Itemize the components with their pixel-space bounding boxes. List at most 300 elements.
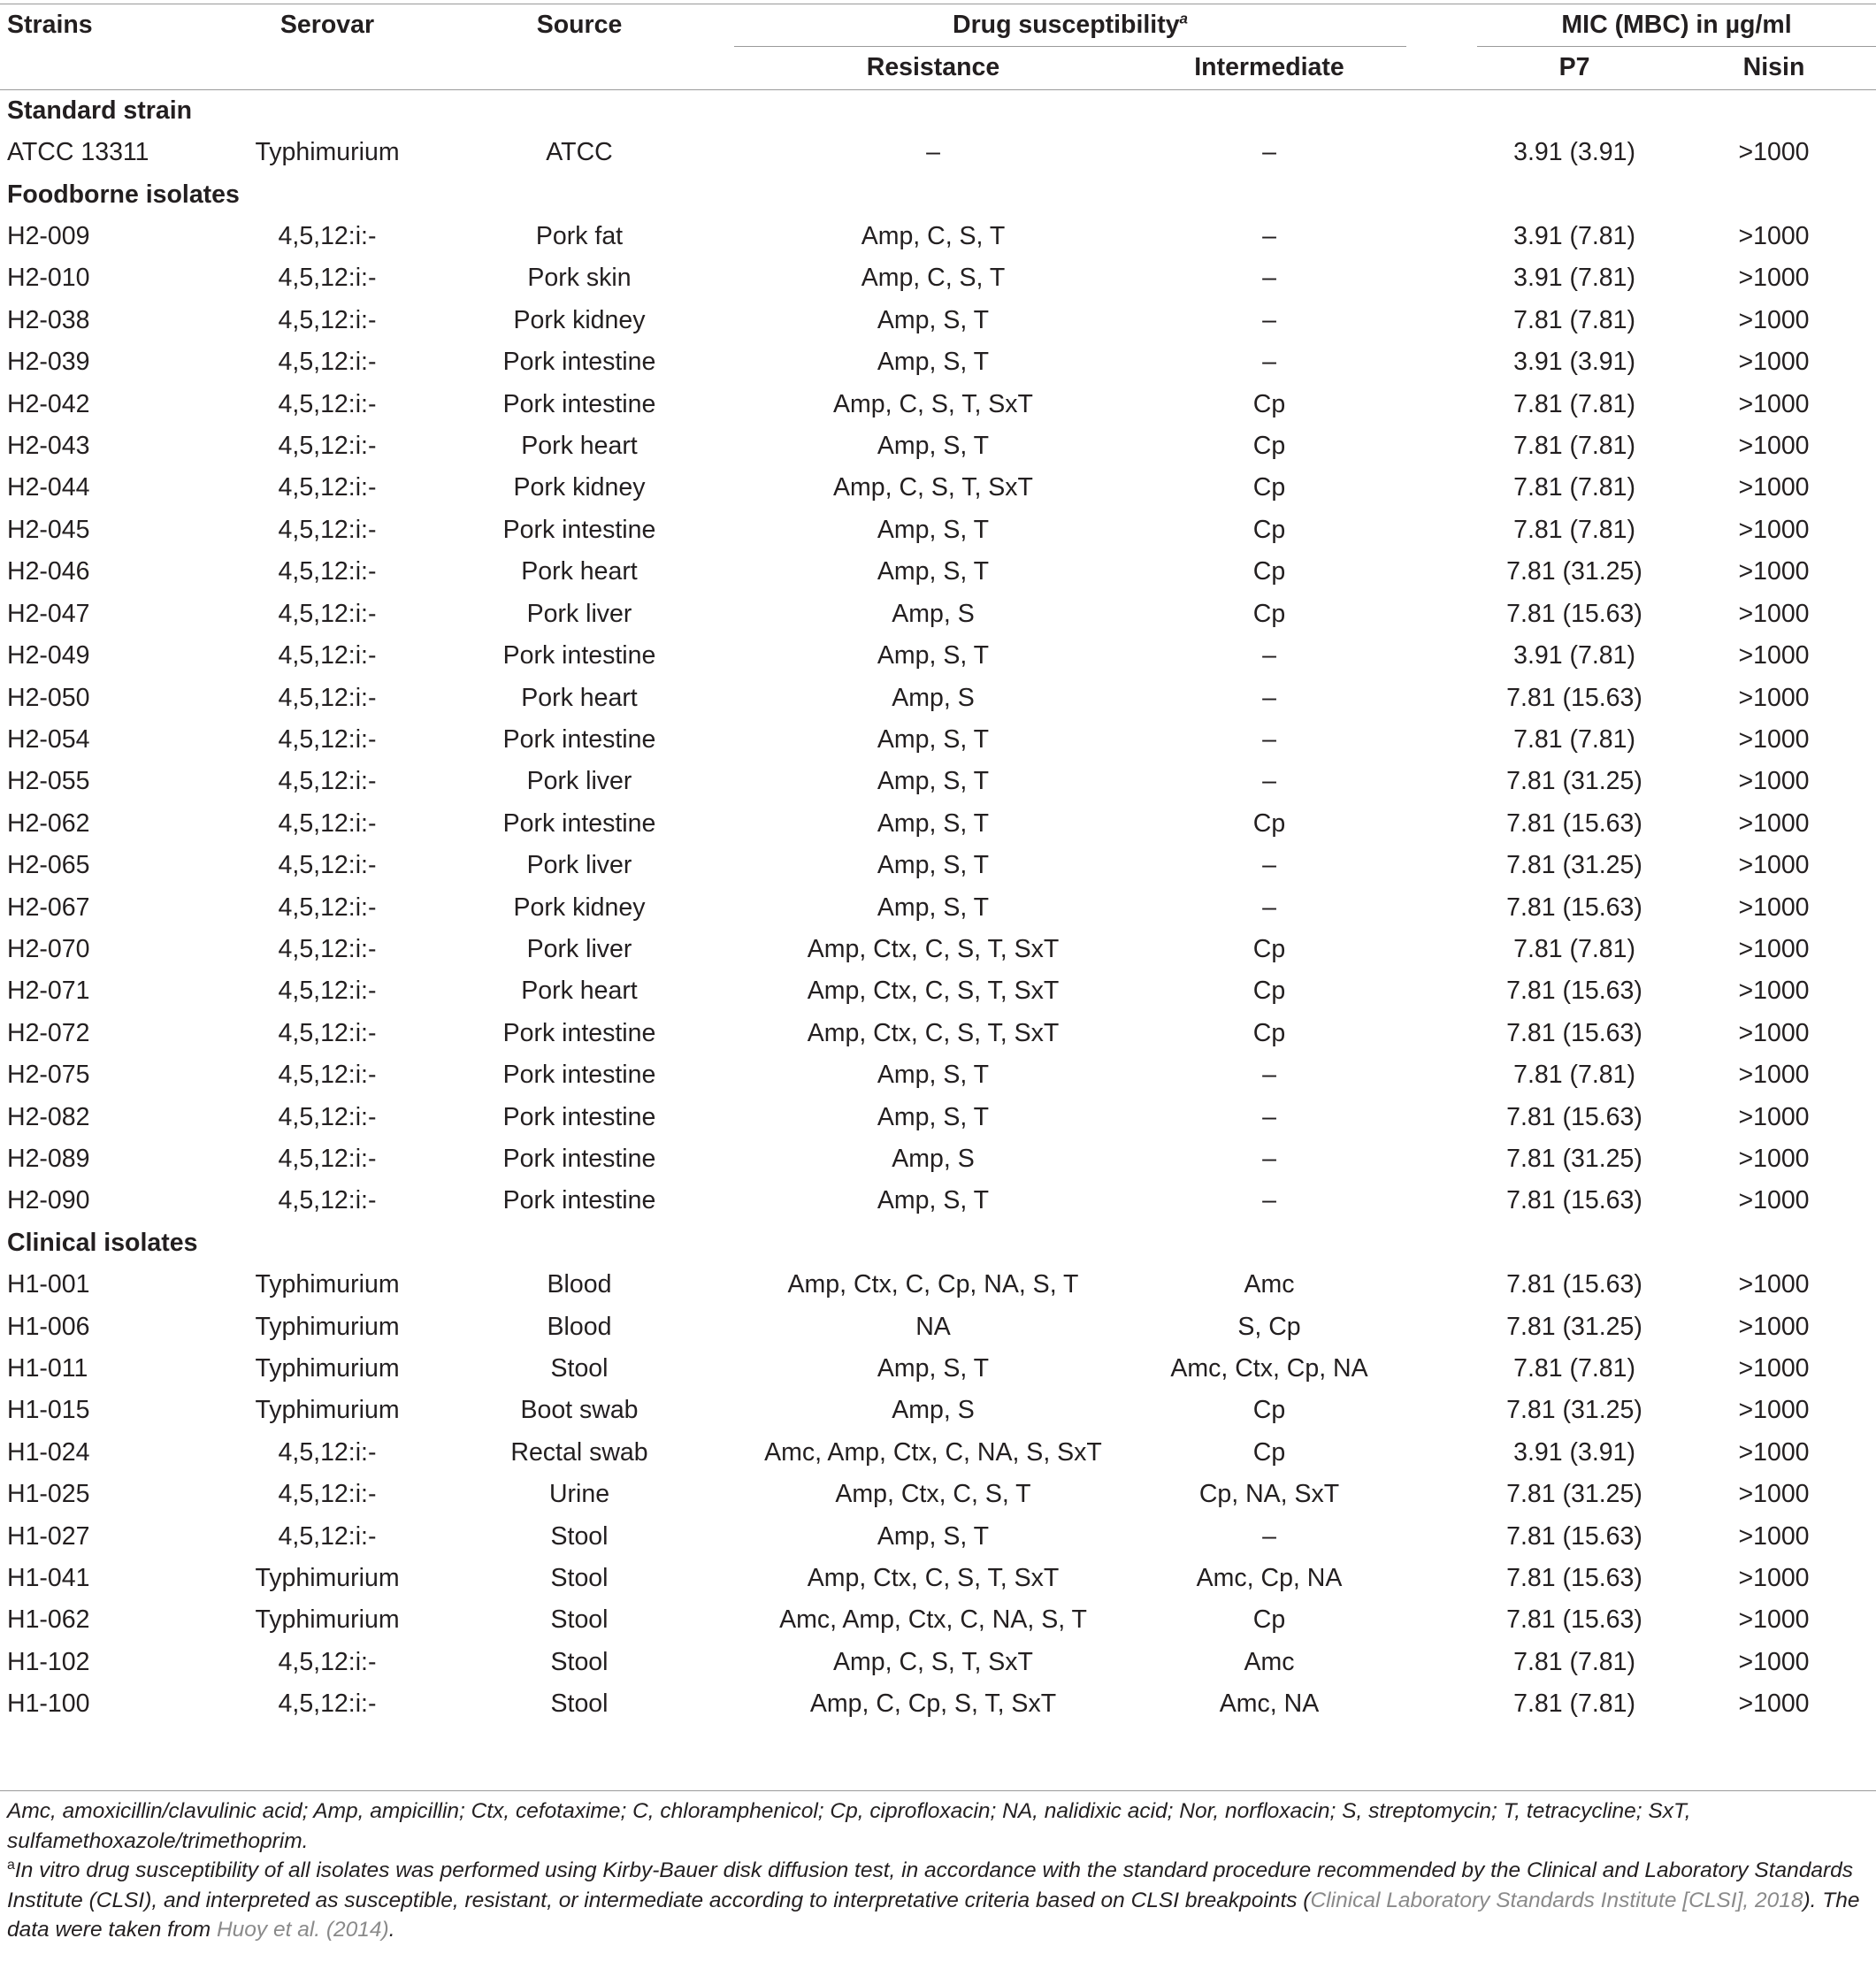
cell-serovar: 4,5,12:i:- (278, 767, 377, 796)
cell-source: Urine (548, 1480, 610, 1509)
cell-p7: 7.81 (15.63) (1506, 893, 1642, 922)
cell-serovar: 4,5,12:i:- (278, 348, 377, 377)
cell-resistance: Amp, C, S, T (861, 264, 1006, 293)
cell-nisin: >1000 (1738, 305, 1810, 334)
cell-p7: 7.81 (15.63) (1506, 1102, 1642, 1131)
cell-strain: H2-062 (7, 808, 90, 838)
cell-nisin: >1000 (1738, 432, 1810, 461)
cell-resistance: Amp, S, T (877, 641, 990, 670)
cell-serovar: Typhimurium (255, 1270, 400, 1299)
superscript-note: $^a$In vitro drug susceptibility of all isolates was performed using Kirby-Bauer disk diffusion test, in accordance with the standard procedure recommended by the Clinical and Laboratory Standards Institute (CLSI), and interpreted as susceptible, resistant, or intermediate according to interpretative criteria based on CLSI breakpoints (Clinical Laboratory Standards Institute [CLSI], 2018). The data were taken from Huoy et al. (2014). (7, 1857, 1860, 1942)
cell-serovar: 4,5,12:i:- (278, 641, 377, 670)
cell-resistance: Amp, S, T (877, 1521, 990, 1551)
cell-resistance: Amp, S, T (877, 305, 990, 334)
cell-strain: H1-001 (7, 1270, 90, 1299)
cell-serovar: 4,5,12:i:- (278, 1186, 377, 1215)
cell-nisin: >1000 (1738, 1564, 1810, 1593)
cell-nisin: >1000 (1738, 1018, 1810, 1047)
susceptibility-table (0, 4, 1876, 1726)
cell-resistance: Amc, Amp, Ctx, C, NA, S, SxT (764, 1437, 1102, 1467)
table-row (0, 1558, 1876, 1599)
cell-p7: 7.81 (31.25) (1506, 1312, 1642, 1341)
table-row (0, 1306, 1876, 1348)
cell-intermediate: Amc (1244, 1647, 1295, 1676)
cell-resistance: Amp, S (892, 683, 975, 712)
cell-nisin: >1000 (1738, 473, 1810, 502)
table-row (0, 300, 1876, 341)
cell-source: Stool (550, 1521, 609, 1551)
cell-nisin: >1000 (1738, 264, 1810, 293)
cell-resistance: Amp, S, T (877, 432, 990, 461)
cell-intermediate: Amc, Cp, NA (1196, 1564, 1343, 1593)
cell-serovar: 4,5,12:i:- (278, 389, 377, 418)
cell-resistance: Amp, S, T (877, 1354, 990, 1383)
cell-resistance: Amp, C, S, T, SxT (833, 389, 1033, 418)
cell-source: Pork heart (521, 432, 638, 461)
header-mic-mbc: MIC (MBC) in µg/ml (1477, 4, 1876, 47)
cell-resistance: Amp, S, T (877, 1061, 990, 1090)
cell-source: Pork kidney (513, 305, 646, 334)
cell-source: Blood (547, 1312, 612, 1341)
cell-nisin: >1000 (1738, 348, 1810, 377)
cell-p7: 7.81 (7.81) (1513, 1061, 1635, 1090)
table-row (0, 1054, 1876, 1096)
table-row (0, 1516, 1876, 1558)
header-intermediate: Intermediate (1194, 53, 1344, 82)
cell-intermediate: – (1262, 893, 1276, 922)
cell-nisin: >1000 (1738, 893, 1810, 922)
cell-p7: 7.81 (15.63) (1506, 1564, 1642, 1593)
cell-serovar: 4,5,12:i:- (278, 222, 377, 251)
cell-serovar: Typhimurium (255, 1354, 400, 1383)
table-row (0, 1138, 1876, 1180)
cell-source: Pork intestine (502, 808, 656, 838)
cell-resistance: Amp, Ctx, C, S, T (835, 1480, 1031, 1509)
cell-strain: H2-065 (7, 851, 90, 880)
section-title: Foodborne isolates (7, 180, 240, 209)
cell-serovar: 4,5,12:i:- (278, 683, 377, 712)
cell-serovar: 4,5,12:i:- (278, 1647, 377, 1676)
cell-strain: H1-102 (7, 1647, 90, 1676)
cell-strain: H2-089 (7, 1144, 90, 1173)
table-row (0, 341, 1876, 383)
cell-resistance: Amp, S, T (877, 1186, 990, 1215)
cell-serovar: 4,5,12:i:- (278, 1061, 377, 1090)
cell-p7: 7.81 (7.81) (1513, 389, 1635, 418)
cell-p7: 7.81 (15.63) (1506, 1270, 1642, 1299)
cell-serovar: 4,5,12:i:- (278, 977, 377, 1006)
cell-strain: H2-075 (7, 1061, 90, 1090)
cell-p7: 7.81 (15.63) (1506, 808, 1642, 838)
cell-nisin: >1000 (1738, 1521, 1810, 1551)
cell-resistance: Amp, S, T (877, 893, 990, 922)
cell-intermediate: Cp (1252, 473, 1286, 502)
cell-strain: H2-082 (7, 1102, 90, 1131)
cell-p7: 7.81 (7.81) (1513, 934, 1635, 963)
cell-strain: H2-050 (7, 683, 90, 712)
table-row (0, 1390, 1876, 1431)
cell-p7: 3.91 (3.91) (1513, 1437, 1635, 1467)
cell-source: Pork liver (526, 767, 632, 796)
cell-resistance: Amp, C, Cp, S, T, SxT (809, 1689, 1057, 1719)
header-serovar: Serovar (279, 11, 375, 40)
section-header-row (0, 1222, 1876, 1264)
table-row (0, 887, 1876, 929)
cell-source: Rectal swab (510, 1437, 648, 1467)
table-row (0, 1013, 1876, 1054)
cell-p7: 7.81 (15.63) (1506, 683, 1642, 712)
cell-strain: H2-090 (7, 1186, 90, 1215)
cell-nisin: >1000 (1738, 389, 1810, 418)
cell-strain: H1-100 (7, 1689, 90, 1719)
section-header-row (0, 174, 1876, 216)
cell-source: Stool (550, 1605, 609, 1635)
cell-strain: H1-025 (7, 1480, 90, 1509)
cell-source: Stool (550, 1647, 609, 1676)
cell-intermediate: – (1262, 222, 1276, 251)
cell-source: Stool (550, 1689, 609, 1719)
cell-serovar: 4,5,12:i:- (278, 1018, 377, 1047)
table-row (0, 132, 1876, 173)
cell-resistance: Amp, S (892, 1144, 975, 1173)
cell-intermediate: Cp (1252, 557, 1286, 586)
cell-resistance: Amp, S, T (877, 515, 990, 544)
cell-nisin: >1000 (1738, 1605, 1810, 1635)
cell-intermediate: Amc, Ctx, Cp, NA (1170, 1354, 1368, 1383)
cell-strain: H1-041 (7, 1564, 90, 1593)
cell-strain: H2-054 (7, 724, 90, 754)
citation-link-clsi[interactable]: Clinical Laboratory Standards Institute [CLSI], 2018 (1310, 1888, 1803, 1912)
cell-nisin: >1000 (1738, 222, 1810, 251)
cell-p7: 7.81 (15.63) (1506, 1018, 1642, 1047)
cell-resistance: Amp, C, S, T, SxT (833, 1647, 1033, 1676)
cell-nisin: >1000 (1738, 767, 1810, 796)
cell-intermediate: Cp (1252, 977, 1286, 1006)
cell-p7: 3.91 (3.91) (1513, 138, 1635, 167)
cell-resistance: NA (915, 1312, 951, 1341)
cell-intermediate: Cp (1252, 1605, 1286, 1635)
cell-resistance: Amp, Ctx, C, S, T, SxT (807, 977, 1060, 1006)
cell-strain: H2-010 (7, 264, 90, 293)
cell-source: Pork kidney (513, 473, 646, 502)
cell-p7: 7.81 (7.81) (1513, 432, 1635, 461)
cell-strain: H2-043 (7, 432, 90, 461)
cell-resistance: Amp, S, T (877, 851, 990, 880)
table-row (0, 1432, 1876, 1474)
cell-p7: 7.81 (31.25) (1506, 557, 1642, 586)
cell-source: Stool (550, 1354, 609, 1383)
cell-nisin: >1000 (1738, 1437, 1810, 1467)
cell-source: Pork intestine (502, 1186, 656, 1215)
cell-intermediate: Cp (1252, 599, 1286, 628)
cell-intermediate: Amc, NA (1219, 1689, 1320, 1719)
cell-source: Pork heart (521, 977, 638, 1006)
table-row (0, 719, 1876, 761)
cell-serovar: 4,5,12:i:- (278, 473, 377, 502)
cell-intermediate: – (1262, 1186, 1276, 1215)
cell-p7: 7.81 (7.81) (1513, 1647, 1635, 1676)
cell-strain: H2-047 (7, 599, 90, 628)
cell-resistance: Amp, S, T (877, 724, 990, 754)
table-row (0, 257, 1876, 299)
cell-p7: 7.81 (31.25) (1506, 1144, 1642, 1173)
cell-nisin: >1000 (1738, 515, 1810, 544)
cell-serovar: 4,5,12:i:- (278, 599, 377, 628)
cell-serovar: 4,5,12:i:- (278, 1144, 377, 1173)
table-footnotes (7, 1797, 1869, 1945)
cell-nisin: >1000 (1738, 557, 1810, 586)
cell-intermediate: Cp (1252, 432, 1286, 461)
cell-source: Pork liver (526, 934, 632, 963)
cell-resistance: Amp, S, T (877, 1102, 990, 1131)
cell-resistance: Amp, S (892, 599, 975, 628)
cell-nisin: >1000 (1738, 1689, 1810, 1719)
header-row-sub (0, 47, 1876, 89)
cell-resistance: – (926, 138, 940, 167)
cell-resistance: Amp, S, T (877, 348, 990, 377)
cell-nisin: >1000 (1738, 641, 1810, 670)
section-title: Clinical isolates (7, 1228, 198, 1257)
cell-serovar: 4,5,12:i:- (278, 1521, 377, 1551)
cell-source: Pork intestine (502, 1102, 656, 1131)
cell-intermediate: – (1262, 1061, 1276, 1090)
cell-source: Boot swab (520, 1396, 639, 1425)
cell-intermediate: – (1262, 1102, 1276, 1131)
cell-serovar: 4,5,12:i:- (278, 1437, 377, 1467)
cell-serovar: 4,5,12:i:- (278, 515, 377, 544)
table-body (0, 89, 1876, 1725)
cell-intermediate: – (1262, 264, 1276, 293)
cell-nisin: >1000 (1738, 1102, 1810, 1131)
cell-serovar: 4,5,12:i:- (278, 264, 377, 293)
cell-source: Pork intestine (502, 641, 656, 670)
cell-serovar: 4,5,12:i:- (278, 305, 377, 334)
cell-strain: H2-042 (7, 389, 90, 418)
cell-resistance: Amp, Ctx, C, S, T, SxT (807, 1018, 1060, 1047)
table-row (0, 761, 1876, 802)
cell-p7: 3.91 (3.91) (1513, 348, 1635, 377)
cell-nisin: >1000 (1738, 1312, 1810, 1341)
table-bottom-rule (0, 1790, 1876, 1791)
table-row (0, 1097, 1876, 1138)
cell-intermediate: Cp (1252, 389, 1286, 418)
table-row (0, 845, 1876, 886)
cell-source: Pork intestine (502, 1061, 656, 1090)
cell-p7: 7.81 (15.63) (1506, 1605, 1642, 1635)
table-row (0, 1348, 1876, 1390)
cell-nisin: >1000 (1738, 138, 1810, 167)
cell-intermediate: S, Cp (1237, 1312, 1301, 1341)
cell-nisin: >1000 (1738, 934, 1810, 963)
cell-resistance: Amp, S, T (877, 557, 990, 586)
cell-nisin: >1000 (1738, 851, 1810, 880)
table-row (0, 678, 1876, 719)
cell-intermediate: – (1262, 138, 1276, 167)
table-row (0, 467, 1876, 509)
cell-intermediate: – (1262, 305, 1276, 334)
cell-resistance: Amp, Ctx, C, Cp, NA, S, T (787, 1270, 1079, 1299)
cell-serovar: Typhimurium (255, 1605, 400, 1635)
cell-p7: 3.91 (7.81) (1513, 641, 1635, 670)
cell-serovar: 4,5,12:i:- (278, 808, 377, 838)
cell-strain: H2-055 (7, 767, 90, 796)
cell-resistance: Amp, S, T (877, 808, 990, 838)
cell-intermediate: – (1262, 724, 1276, 754)
cell-intermediate: Cp (1252, 934, 1286, 963)
cell-strain: H1-006 (7, 1312, 90, 1341)
cell-intermediate: Cp (1252, 808, 1286, 838)
cell-strain: H2-009 (7, 222, 90, 251)
table-row (0, 803, 1876, 845)
cell-serovar: Typhimurium (255, 138, 400, 167)
cell-serovar: 4,5,12:i:- (278, 1480, 377, 1509)
cell-p7: 7.81 (7.81) (1513, 1689, 1635, 1719)
cell-source: Pork kidney (513, 893, 646, 922)
cell-resistance: Amp, S (892, 1396, 975, 1425)
cell-strain: H2-044 (7, 473, 90, 502)
table-row (0, 1599, 1876, 1641)
cell-resistance: Amp, Ctx, C, S, T, SxT (807, 934, 1060, 963)
cell-strain: H2-046 (7, 557, 90, 586)
header-resistance: Resistance (866, 53, 1000, 82)
cell-intermediate: Cp (1252, 1437, 1286, 1467)
cell-source: Pork heart (521, 557, 638, 586)
cell-p7: 7.81 (7.81) (1513, 305, 1635, 334)
cell-strain: H2-045 (7, 515, 90, 544)
cell-p7: 7.81 (31.25) (1506, 851, 1642, 880)
cell-source: Pork liver (526, 599, 632, 628)
cell-source: Pork liver (526, 851, 632, 880)
section-title: Standard strain (7, 96, 193, 125)
header-source: Source (536, 11, 623, 40)
cell-intermediate: – (1262, 641, 1276, 670)
cell-strain: H2-071 (7, 977, 90, 1006)
cell-p7: 7.81 (7.81) (1513, 515, 1635, 544)
cell-resistance: Amp, Ctx, C, S, T, SxT (807, 1564, 1060, 1593)
header-row-top (0, 4, 1876, 47)
table-row (0, 594, 1876, 635)
cell-strain: H2-072 (7, 1018, 90, 1047)
cell-nisin: >1000 (1738, 1144, 1810, 1173)
abbreviations-note: Amc, amoxicillin/clavulinic acid; Amp, ampicillin; Ctx, cefotaxime; C, chloramphenicol; Cp, ciprofloxacin; NA, nalidixic acid; Nor, norfloxacin; S, streptomycin; T, tetracycline; SxT, sulfamethoxazole/trimethoprim. (7, 1799, 1691, 1853)
cell-source: Blood (547, 1270, 612, 1299)
table-row (0, 1642, 1876, 1683)
cell-source: ATCC (546, 138, 613, 167)
cell-nisin: >1000 (1738, 977, 1810, 1006)
cell-serovar: 4,5,12:i:- (278, 851, 377, 880)
cell-source: Pork intestine (502, 724, 656, 754)
cell-p7: 7.81 (7.81) (1513, 1354, 1635, 1383)
table-row (0, 1474, 1876, 1515)
cell-intermediate: – (1262, 683, 1276, 712)
cell-intermediate: Cp (1252, 1018, 1286, 1047)
cell-strain: H1-027 (7, 1521, 90, 1551)
header-drug-susceptibility: Drug susceptibility$^a$ (734, 4, 1406, 47)
cell-nisin: >1000 (1738, 1354, 1810, 1383)
cell-intermediate: Cp (1252, 1396, 1286, 1425)
cell-serovar: Typhimurium (255, 1396, 400, 1425)
cell-p7: 7.81 (7.81) (1513, 473, 1635, 502)
cell-strain: H2-049 (7, 641, 90, 670)
cell-p7: 3.91 (7.81) (1513, 222, 1635, 251)
cell-strain: H2-070 (7, 934, 90, 963)
cell-source: Pork intestine (502, 348, 656, 377)
cell-resistance: Amp, C, S, T, SxT (833, 473, 1033, 502)
cell-p7: 7.81 (15.63) (1506, 1521, 1642, 1551)
cell-nisin: >1000 (1738, 808, 1810, 838)
cell-source: Pork intestine (502, 1018, 656, 1047)
cell-serovar: 4,5,12:i:- (278, 1102, 377, 1131)
cell-strain: H2-038 (7, 305, 90, 334)
cell-strain: ATCC 13311 (7, 138, 149, 167)
cell-intermediate: Cp (1252, 515, 1286, 544)
cell-nisin: >1000 (1738, 1647, 1810, 1676)
header-strains: Strains (7, 11, 93, 40)
cell-serovar: Typhimurium (255, 1312, 400, 1341)
cell-resistance: Amc, Amp, Ctx, C, NA, S, T (779, 1605, 1087, 1635)
cell-nisin: >1000 (1738, 1270, 1810, 1299)
cell-nisin: >1000 (1738, 1480, 1810, 1509)
cell-serovar: 4,5,12:i:- (278, 557, 377, 586)
cell-resistance: Amp, S, T (877, 767, 990, 796)
cell-strain: H1-062 (7, 1605, 90, 1635)
cell-nisin: >1000 (1738, 599, 1810, 628)
cell-serovar: 4,5,12:i:- (278, 893, 377, 922)
cell-intermediate: – (1262, 767, 1276, 796)
cell-p7: 7.81 (15.63) (1506, 599, 1642, 628)
cell-p7: 3.91 (7.81) (1513, 264, 1635, 293)
cell-strain: H1-024 (7, 1437, 90, 1467)
cell-strain: H1-015 (7, 1396, 90, 1425)
header-nisin: Nisin (1742, 53, 1805, 82)
cell-resistance: Amp, C, S, T (861, 222, 1006, 251)
cell-nisin: >1000 (1738, 1186, 1810, 1215)
cell-p7: 7.81 (31.25) (1506, 1396, 1642, 1425)
cell-serovar: 4,5,12:i:- (278, 1689, 377, 1719)
cell-nisin: >1000 (1738, 683, 1810, 712)
cell-source: Pork skin (527, 264, 632, 293)
table-row (0, 929, 1876, 970)
table-row (0, 1180, 1876, 1222)
cell-intermediate: – (1262, 851, 1276, 880)
cell-p7: 7.81 (31.25) (1506, 767, 1642, 796)
section-header-row (0, 89, 1876, 132)
cell-intermediate: Cp, NA, SxT (1198, 1480, 1340, 1509)
table-row (0, 216, 1876, 257)
cell-nisin: >1000 (1738, 1396, 1810, 1425)
cell-source: Stool (550, 1564, 609, 1593)
citation-link-huoy[interactable]: Huoy et al. (2014) (216, 1918, 389, 1942)
cell-source: Pork fat (535, 222, 624, 251)
cell-p7: 7.81 (31.25) (1506, 1480, 1642, 1509)
cell-serovar: 4,5,12:i:- (278, 432, 377, 461)
cell-p7: 7.81 (15.63) (1506, 1186, 1642, 1215)
table-row (0, 970, 1876, 1012)
cell-serovar: Typhimurium (255, 1564, 400, 1593)
cell-nisin: >1000 (1738, 1061, 1810, 1090)
table-row (0, 425, 1876, 467)
cell-serovar: 4,5,12:i:- (278, 934, 377, 963)
cell-p7: 7.81 (15.63) (1506, 977, 1642, 1006)
table-row (0, 384, 1876, 425)
cell-intermediate: – (1262, 1521, 1276, 1551)
cell-source: Pork intestine (502, 389, 656, 418)
table-row (0, 509, 1876, 551)
table-row (0, 1683, 1876, 1725)
cell-source: Pork intestine (502, 1144, 656, 1173)
table-row (0, 1264, 1876, 1306)
cell-serovar: 4,5,12:i:- (278, 724, 377, 754)
